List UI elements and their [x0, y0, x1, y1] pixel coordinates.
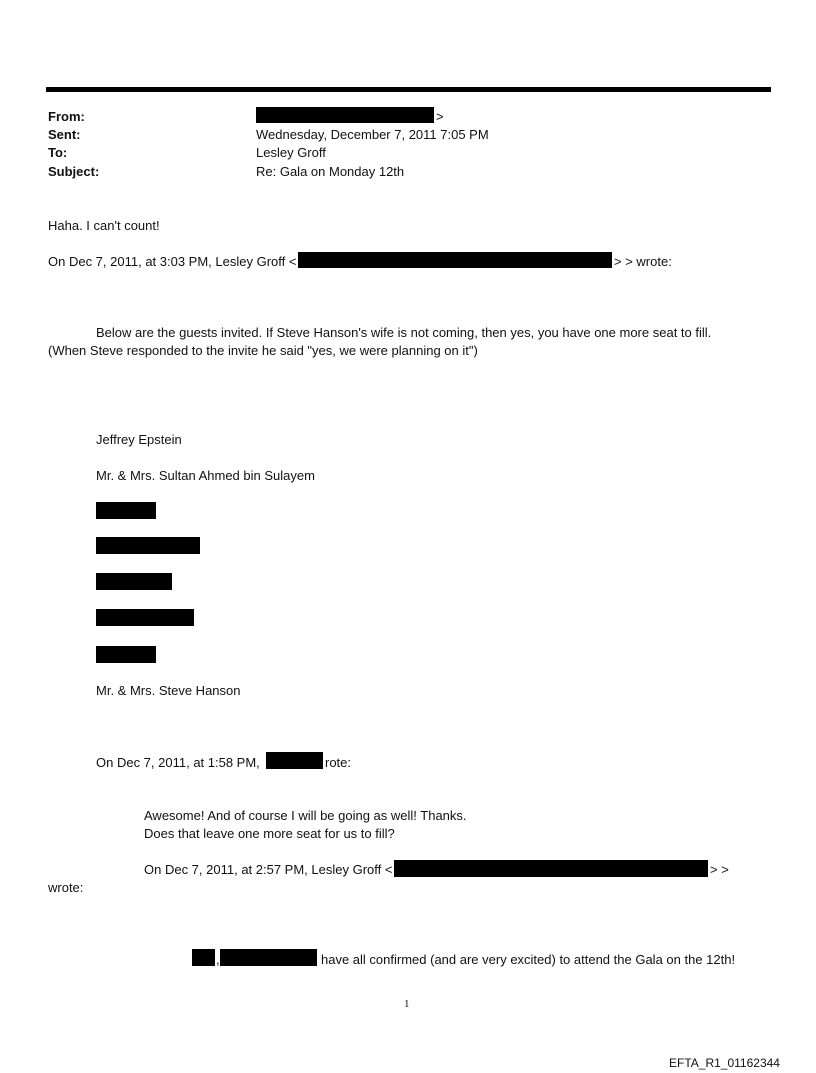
to-value: Lesley Groff	[256, 145, 326, 160]
quote3-prefix: On Dec 7, 2011, at 2:57 PM, Lesley Groff <	[144, 862, 393, 877]
guest-item: Mr. & Mrs. Steve Hanson	[96, 683, 241, 698]
guests-paragraph-line1: Below are the guests invited. If Steve Hanson's wife is not coming, then yes, you have one more seat to fill.	[96, 325, 712, 340]
sent-value: Wednesday, December 7, 2011 7:05 PM	[256, 127, 489, 142]
subject-label: Subject:	[48, 164, 100, 179]
subject-value: Re: Gala on Monday 12th	[256, 164, 405, 179]
guest-item: Mr. & Mrs. Sultan Ahmed bin Sulayem	[96, 468, 315, 483]
from-label: From:	[48, 109, 85, 124]
redaction-quote1-email	[298, 252, 612, 268]
document-id: EFTA_R1_01162344	[669, 1056, 780, 1070]
from-value-suffix: >	[436, 109, 444, 124]
guests-paragraph-line2: (When Steve responded to the invite he said "yes, we were planning on it")	[48, 343, 478, 358]
page-number: 1	[404, 998, 410, 1010]
confirm-text: have all confirmed (and are very excited) to attend the Gala on the 12th!	[321, 952, 736, 967]
quote3-wrote: wrote:	[48, 880, 84, 895]
redaction-guest	[96, 573, 172, 590]
guest-item: Jeffrey Epstein	[96, 432, 182, 447]
redaction-guest	[96, 646, 156, 663]
redaction-from-address	[256, 107, 434, 123]
redaction-guest	[96, 502, 156, 519]
awesome-line2: Does that leave one more seat for us to fill?	[144, 826, 395, 841]
redaction-quote2-sender	[266, 752, 323, 769]
quote2-suffix: rote:	[325, 755, 352, 770]
quote3-suffix: > >	[710, 862, 729, 877]
redaction-confirm-name	[192, 949, 215, 966]
redaction-guest	[96, 609, 194, 626]
to-label: To:	[48, 145, 68, 160]
header-rule	[46, 87, 771, 92]
confirm-comma: ,	[216, 952, 220, 967]
quote2-prefix: On Dec 7, 2011, at 1:58 PM,	[96, 755, 260, 770]
quote1-suffix: > > wrote:	[614, 254, 672, 269]
reply-line: Haha. I can't count!	[48, 218, 160, 233]
redaction-guest	[96, 537, 200, 554]
redaction-confirm-name	[220, 949, 317, 966]
quote1-prefix: On Dec 7, 2011, at 3:03 PM, Lesley Groff <	[48, 254, 297, 269]
awesome-line1: Awesome! And of course I will be going as well! Thanks.	[144, 808, 467, 823]
redaction-quote3-email	[394, 860, 708, 877]
sent-label: Sent:	[48, 127, 81, 142]
